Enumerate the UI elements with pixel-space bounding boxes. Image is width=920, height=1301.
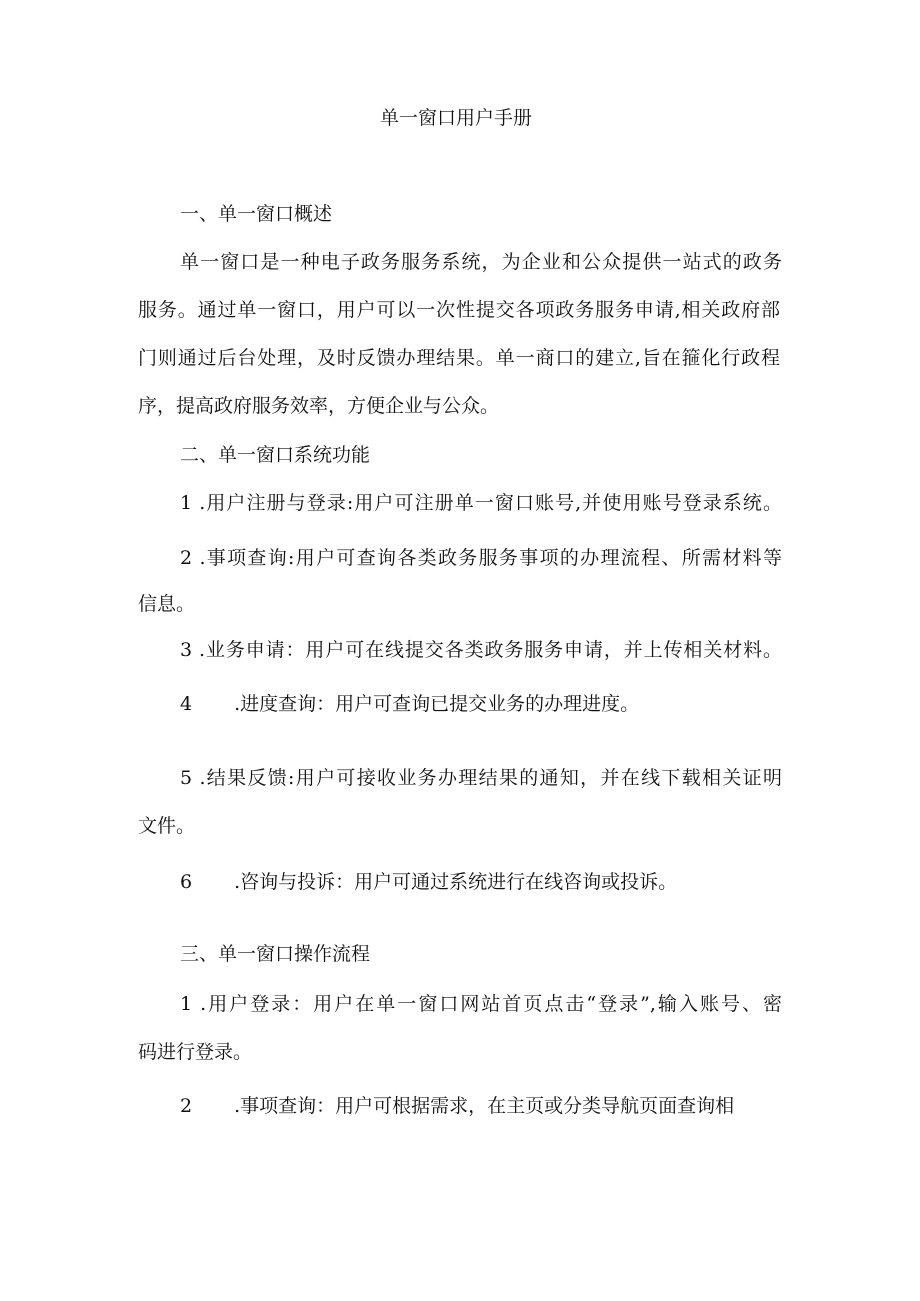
section-1-paragraph-line-3: 门则通过后台处理，及时反馈办理结果。单一商口的建立,旨在箍化行政程 (138, 347, 780, 369)
section-1-paragraph-line-2: 服务。通过单一窗口，用户可以一次性提交各项政务服务申请,相关政府部 (138, 299, 780, 321)
section-3-heading: 三、单一窗口操作流程 (180, 943, 371, 965)
function-item-6-text: .咨询与投诉：用户可通过系统进行在线咨询或投诉。 (234, 871, 678, 893)
function-item-5-line-2: 文件。 (138, 815, 196, 837)
section-1-paragraph-line-4: 序，提高政府服务效率，方便企业与公众。 (138, 395, 500, 417)
section-1-paragraph-line-1: 单一窗口是一种电子政务服务系统，为企业和公众提供一站式的政务 (180, 251, 782, 273)
function-item-6-number: 6 (180, 871, 193, 893)
process-item-2 (180, 1094, 734, 1118)
document-title: 单一窗口用户手册 (380, 107, 533, 129)
function-item-4 (180, 692, 639, 716)
process-item-1-line-1: 1 .用户登录：用户在单一窗口网站首页点击“登录”,输入账号、密 (180, 993, 782, 1015)
section-1-heading: 一、单一窗口概述 (180, 203, 333, 225)
process-item-2-number: 2 (180, 1095, 193, 1117)
function-item-2-line-2: 信息。 (138, 593, 196, 615)
function-item-1: 1 .用户注册与登录:用户可注册单一窗口账号,并使用账号登录系统。 (180, 492, 782, 514)
function-item-2-line-1: 2 .事项查询:用户可查询各类政务服务事项的办理流程、所需材料等 (180, 547, 782, 569)
function-item-5-line-1: 5 .结果反馈:用户可接收业务办理结果的通知，并在线下载相关证明 (180, 767, 782, 789)
function-item-3: 3 .业务申请：用户可在线提交各类政务服务申请，并上传相关材料。 (180, 639, 782, 661)
function-item-4-text: .进度查询：用户可查询已提交业务的办理进度。 (234, 693, 640, 715)
function-item-4-number: 4 (180, 693, 193, 715)
section-2-heading: 二、单一窗口系统功能 (180, 444, 371, 466)
process-item-1-line-2: 码进行登录。 (138, 1041, 253, 1063)
process-item-2-text: .事项查询：用户可根据需求，在主页或分类导航页面查询相 (234, 1095, 735, 1117)
function-item-6 (180, 870, 677, 894)
